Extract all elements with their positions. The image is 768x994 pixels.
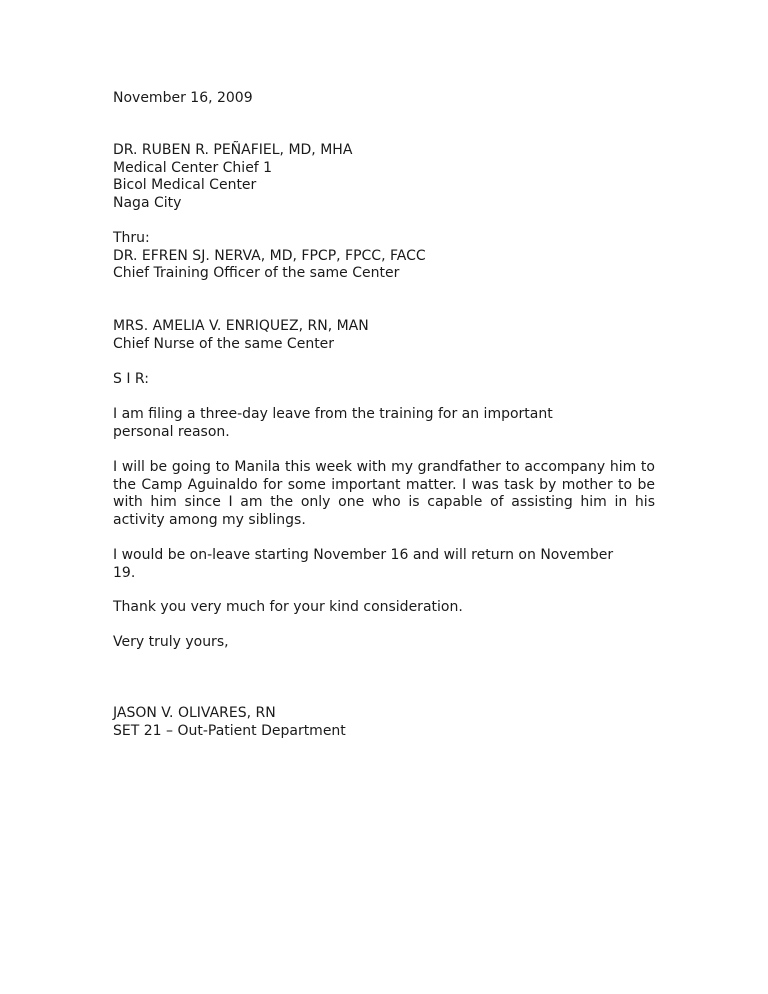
paragraph-3 [113, 547, 655, 582]
paragraph-1-line-1: I am filing a three-day leave from the training for an important [113, 406, 553, 422]
salutation-text: S I R: [113, 371, 149, 387]
paragraph-4 [113, 599, 655, 617]
addressee-name: DR. RUBEN R. PEÑAFIEL, MD, MHA [113, 142, 353, 158]
cc-name: MRS. AMELIA V. ENRIQUEZ, RN, MAN [113, 318, 369, 334]
date-text: November 16, 2009 [113, 90, 253, 106]
addressee-city: Naga City [113, 194, 182, 211]
letter-date [113, 90, 655, 108]
paragraph-1-line-2: personal reason. [113, 423, 230, 440]
addressee-institution: Bicol Medical Center [113, 177, 257, 193]
thru-name: DR. EFREN SJ. NERVA, MD, FPCP, FPCC, FACC [113, 247, 426, 264]
paragraph-3-line-2: 19. [113, 564, 136, 581]
signer-name: JASON V. OLIVARES, RN [113, 705, 276, 721]
paragraph-2: I will be going to Manila this week with my grandfather to accompany him to the Camp Aguinaldo for some important matter. I was task by mother to be with him since I am the only one who is capable of assisting him in his activity among my siblings. [113, 459, 655, 528]
thru-title: Chief Training Officer of the same Center [113, 265, 400, 281]
salutation [113, 371, 655, 389]
thru-label: Thru: [113, 230, 150, 246]
cc-block [113, 318, 655, 353]
addressee-title: Medical Center Chief 1 [113, 159, 273, 176]
addressee-block [113, 142, 655, 212]
cc-title: Chief Nurse of the same Center [113, 335, 335, 352]
paragraph-1 [113, 406, 655, 441]
closing-text: Very truly yours, [113, 634, 229, 650]
thru-block [113, 230, 655, 283]
closing [113, 634, 655, 652]
paragraph-3-line-1: I would be on-leave starting November 16 and will return on November [113, 547, 614, 563]
signature-block [113, 705, 655, 740]
thank-you-text: Thank you very much for your kind consideration. [113, 599, 463, 615]
signer-department: SET 21 – Out-Patient Department [113, 722, 346, 739]
